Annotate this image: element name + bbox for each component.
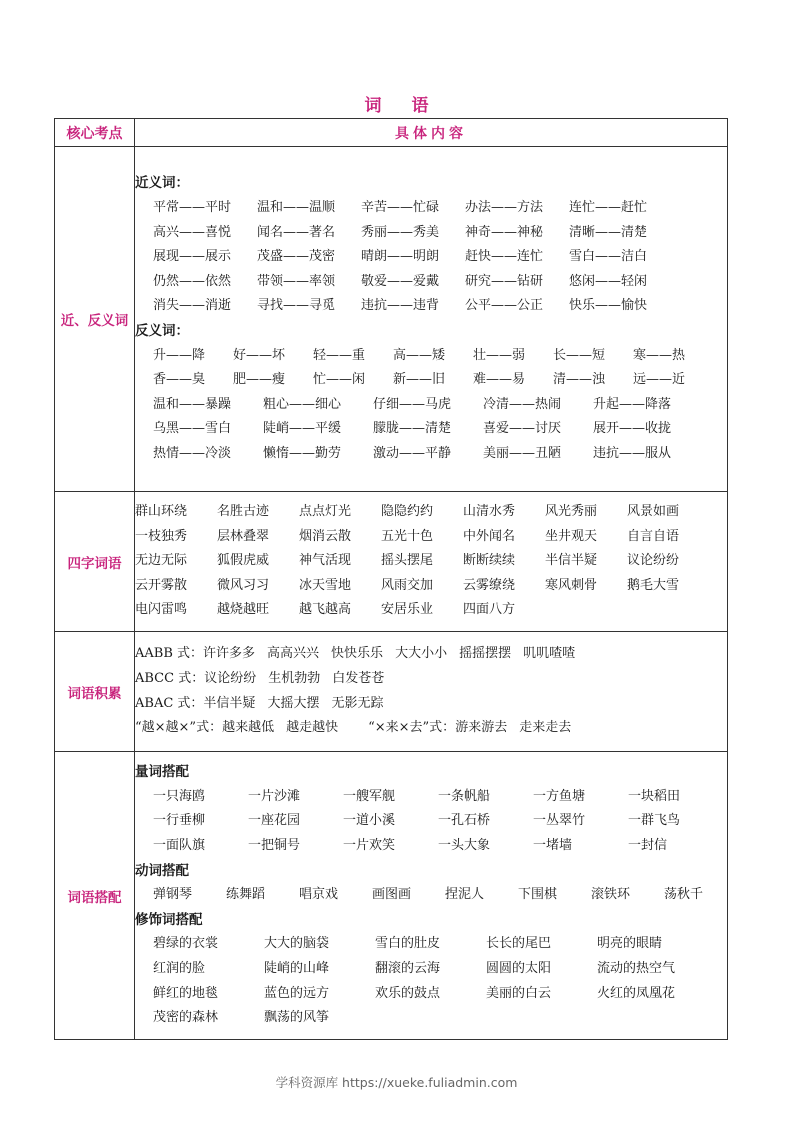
pattern-word: 大大小小	[395, 646, 448, 662]
mod-phrase: 美丽的白云	[486, 985, 552, 1001]
mod-phrase: 火红的凤凰花	[597, 985, 676, 1001]
mod-phrase: 欢乐的鼓点	[375, 985, 441, 1001]
mod-phrase-row	[135, 957, 727, 982]
quant-phrase: 一条帆船	[438, 788, 491, 804]
antonym-pair: 壮——弱	[473, 347, 526, 363]
mod-phrase: 蓝色的远方	[264, 985, 330, 1001]
four-char-word: 摇头摆尾	[381, 553, 434, 569]
row-accumulation	[55, 632, 728, 752]
antonym-pair: 朦胧——清楚	[373, 421, 452, 437]
four-char-word: 名胜古迹	[217, 504, 270, 520]
quant-phrase: 一块稻田	[628, 788, 681, 804]
pattern-word: 高高兴兴	[267, 646, 320, 662]
four-char-word: 风景如画	[627, 504, 680, 520]
antonyms-short-list	[135, 344, 727, 393]
four-char-word: 神气活现	[299, 553, 352, 569]
verb-phrase: 滚铁环	[591, 887, 631, 903]
verb-phrase: 画图画	[372, 887, 412, 903]
quant-phrase: 一道小溪	[343, 813, 396, 829]
antonym-pair: 激动——平静	[373, 445, 452, 461]
collocation-content	[135, 752, 728, 1040]
four-char-word: 断断续续	[463, 553, 516, 569]
synonym-pair: 研究——钻研	[465, 273, 544, 289]
row-collocation	[55, 752, 728, 1040]
mod-phrase-row	[135, 932, 727, 957]
four-char-word: 鹅毛大雪	[627, 577, 680, 593]
synonym-pair: 神奇——神秘	[465, 224, 544, 240]
synonym-pair: 赶快——连忙	[465, 249, 544, 265]
pattern-word: 越走越快	[286, 720, 339, 736]
row-four-char	[55, 492, 728, 632]
pattern-word: 越来越低	[222, 720, 275, 736]
quant-title: 量词搭配	[135, 764, 189, 781]
mod-list	[135, 932, 727, 1030]
verb-title: 动词搭配	[135, 862, 189, 879]
antonyms-long-list	[135, 393, 727, 467]
synonym-pair: 平常——平时	[153, 200, 232, 216]
quant-phrase: 一头大象	[438, 838, 491, 854]
antonym-pair: 远——近	[633, 372, 686, 388]
synonym-pair: 寻找——寻觅	[257, 298, 336, 314]
pattern-word: 半信半疑	[203, 695, 256, 711]
synonym-pair: 晴朗——明朗	[361, 249, 440, 265]
pattern-word: 游来游去	[455, 720, 508, 736]
mod-title: 修饰词搭配	[135, 911, 203, 928]
mod-phrase: 大大的脑袋	[264, 936, 330, 952]
four-char-word: 风光秀丽	[545, 504, 598, 520]
four-char-word: 寒风刺骨	[545, 577, 598, 593]
four-char-word: 山清水秀	[463, 504, 516, 520]
accumulation-row	[135, 716, 727, 741]
four-char-word: 狐假虎威	[217, 553, 270, 569]
pattern-word: 叽叽喳喳	[523, 646, 576, 662]
four-char-word: 冰天雪地	[299, 577, 352, 593]
pattern-word: 生机勃勃	[268, 670, 321, 686]
four-char-word: 烟消云散	[299, 528, 352, 544]
mod-phrase: 鲜红的地毯	[153, 985, 219, 1001]
synonym-pair: 雪白——洁白	[569, 249, 648, 265]
synonym-pair: 高兴——喜悦	[153, 224, 232, 240]
four-char-word: 坐井观天	[545, 528, 598, 544]
verb-phrase: 弹钢琴	[153, 887, 193, 903]
header-specific-content: 具体内容	[135, 119, 728, 147]
quant-phrase: 一座花园	[248, 813, 301, 829]
four-char-word: 风雨交加	[381, 577, 434, 593]
label-accumulation: 词语积累	[55, 632, 135, 752]
four-char-content	[135, 492, 728, 632]
pattern-word: 无影无踪	[331, 695, 384, 711]
antonym-pair: 长——短	[553, 347, 606, 363]
synonyms-antonyms-content	[135, 147, 728, 492]
four-char-word: 越飞越高	[299, 602, 352, 618]
label-synonyms-antonyms: 近、反义词	[55, 147, 135, 492]
synonym-pair: 仍然——依然	[153, 273, 232, 289]
accumulation-row	[135, 667, 727, 692]
label-four-char: 四字词语	[55, 492, 135, 632]
quant-phrase: 一群飞鸟	[628, 813, 681, 829]
header-core-points: 核心考点	[55, 119, 135, 147]
antonym-pair: 轻——重	[313, 347, 366, 363]
antonym-pair: 升起——降落	[593, 396, 672, 412]
four-char-word: 层林叠翠	[217, 528, 270, 544]
four-char-list	[135, 500, 727, 623]
mod-phrase: 明亮的眼睛	[597, 936, 663, 952]
quant-phrase-row	[135, 785, 727, 810]
antonym-pair: 展开——收拢	[593, 421, 672, 437]
quant-phrase: 一行垂柳	[153, 813, 206, 829]
synonym-pair: 连忙——赶忙	[569, 200, 648, 216]
antonym-pair: 喜爱——讨厌	[483, 421, 562, 437]
synonym-pair: 辛苦——忙碌	[361, 200, 440, 216]
four-char-word: 云开雾散	[135, 577, 188, 593]
four-char-word: 无边无际	[135, 553, 188, 569]
four-char-word: 半信半疑	[545, 553, 598, 569]
synonyms-list	[135, 196, 727, 319]
synonym-pair: 消失——消逝	[153, 298, 232, 314]
four-char-word: 点点灯光	[299, 504, 352, 520]
quant-phrase-row	[135, 834, 727, 859]
verb-phrase-row	[135, 883, 727, 908]
four-char-word: 隐隐约约	[381, 504, 434, 520]
four-char-word: 微风习习	[217, 577, 270, 593]
verb-phrase: 捏泥人	[445, 887, 485, 903]
antonym-pair-row	[135, 368, 727, 393]
antonym-pair: 肥——瘦	[233, 372, 286, 388]
synonym-pair-row	[135, 270, 727, 295]
mod-phrase: 红润的脸	[153, 960, 206, 976]
four-char-word: 群山环绕	[135, 504, 188, 520]
quant-phrase: 一面队旗	[153, 838, 206, 854]
accumulation-content	[135, 632, 728, 752]
antonym-pair: 美丽——丑陋	[483, 445, 562, 461]
accumulation-row	[135, 692, 727, 717]
page-title: 词 语	[364, 96, 441, 116]
pattern-label: ABCC 式：	[135, 670, 205, 686]
quant-phrase: 一封信	[628, 838, 668, 854]
quant-phrase: 一片欢笑	[343, 838, 396, 854]
four-char-word-row	[135, 549, 727, 574]
antonym-pair: 难——易	[473, 372, 526, 388]
synonym-pair: 快乐——愉快	[569, 298, 648, 314]
synonym-pair: 清晰——清楚	[569, 224, 648, 240]
quant-phrase: 一片沙滩	[248, 788, 301, 804]
mod-phrase: 雪白的肚皮	[375, 936, 441, 952]
synonym-pair-row	[135, 196, 727, 221]
synonym-pair: 秀丽——秀美	[361, 224, 440, 240]
label-collocation: 词语搭配	[55, 752, 135, 1040]
four-char-word-row	[135, 574, 727, 599]
mod-phrase-row	[135, 982, 727, 1007]
pattern-word: 大摇大摆	[267, 695, 320, 711]
antonym-pair: 粗心——细心	[263, 396, 342, 412]
verb-phrase: 唱京戏	[299, 887, 339, 903]
four-char-word: 自言自语	[627, 528, 680, 544]
antonyms-title: 反义词：	[135, 323, 189, 339]
four-char-word: 越烧越旺	[217, 602, 270, 618]
pattern-label: “×来×去”式：	[368, 720, 456, 736]
mod-phrase: 长长的尾巴	[486, 936, 552, 952]
antonym-pair: 忙——闲	[313, 372, 366, 388]
antonym-pair: 寒——热	[633, 347, 686, 363]
four-char-word-row	[135, 525, 727, 550]
quant-phrase-row	[135, 809, 727, 834]
antonym-pair: 仔细——马虎	[373, 396, 452, 412]
antonym-pair: 好——坏	[233, 347, 286, 363]
mod-phrase: 圆圆的太阳	[486, 960, 552, 976]
mod-phrase: 翻滚的云海	[375, 960, 441, 976]
mod-phrase: 飘荡的风筝	[264, 1010, 330, 1026]
quant-phrase: 一孔石桥	[438, 813, 491, 829]
four-char-word: 四面八方	[463, 602, 516, 618]
verb-phrase: 下围棋	[518, 887, 558, 903]
pattern-label: “越×越×”式：	[135, 720, 223, 736]
quant-phrase: 一把铜号	[248, 838, 301, 854]
antonym-pair-row	[135, 344, 727, 369]
antonym-pair-row	[135, 442, 727, 467]
synonym-pair-row	[135, 221, 727, 246]
synonym-pair: 违抗——违背	[361, 298, 440, 314]
four-char-word: 云雾缭绕	[463, 577, 516, 593]
synonym-pair: 办法——方法	[465, 200, 544, 216]
pattern-word: 议论纷纷	[204, 670, 257, 686]
pattern-word: 快快乐乐	[331, 646, 384, 662]
verb-phrase: 练舞蹈	[226, 887, 266, 903]
antonym-pair: 冷清——热闹	[483, 396, 562, 412]
four-char-word: 中外闻名	[463, 528, 516, 544]
antonym-pair: 温和——暴躁	[153, 396, 232, 412]
synonyms-title: 近义词：	[135, 175, 189, 192]
verb-phrase: 荡秋千	[664, 887, 704, 903]
antonym-pair: 乌黑——雪白	[153, 421, 232, 437]
accumulation-row	[135, 642, 727, 667]
quant-phrase: 一堵墙	[533, 838, 573, 854]
four-char-word-row	[135, 598, 727, 623]
quant-phrase: 一丛翠竹	[533, 813, 586, 829]
synonym-pair: 温和——温顺	[257, 200, 336, 216]
four-char-word: 五光十色	[381, 528, 434, 544]
pattern-word: 白发苍苍	[332, 670, 385, 686]
quant-phrase: 一只海鸥	[153, 788, 206, 804]
pattern-label: ABAC 式：	[135, 695, 204, 711]
content-table	[54, 118, 728, 1040]
mod-phrase-row	[135, 1006, 727, 1031]
four-char-word: 电闪雷鸣	[135, 602, 188, 618]
pattern-word: 走来走去	[519, 720, 572, 736]
synonym-pair: 公平——公正	[465, 298, 544, 314]
synonym-pair-row	[135, 245, 727, 270]
pattern-word: 摇摇摆摆	[459, 646, 512, 662]
synonym-pair: 敬爱——爱戴	[361, 273, 440, 289]
mod-phrase: 陡峭的山峰	[264, 960, 330, 976]
mod-phrase: 碧绿的衣裳	[153, 936, 219, 952]
quant-list	[135, 785, 727, 859]
antonym-pair: 热情——冷淡	[153, 445, 232, 461]
synonym-pair: 悠闲——轻闲	[569, 273, 648, 289]
mod-phrase: 茂密的森林	[153, 1010, 219, 1026]
antonym-pair-row	[135, 417, 727, 442]
quant-phrase: 一艘军舰	[343, 788, 396, 804]
antonym-pair: 违抗——服从	[593, 445, 672, 461]
synonym-pair-row	[135, 294, 727, 319]
antonym-pair: 升——降	[153, 347, 206, 363]
quant-phrase: 一方鱼塘	[533, 788, 586, 804]
synonym-pair: 茂盛——茂密	[257, 249, 336, 265]
antonym-pair: 懒惰——勤劳	[263, 445, 342, 461]
antonym-pair: 新——旧	[393, 372, 446, 388]
verb-list	[135, 883, 727, 908]
accumulation-list	[135, 642, 727, 740]
antonym-pair: 香——臭	[153, 372, 206, 388]
four-char-word: 安居乐业	[381, 602, 434, 618]
four-char-word: 一枝独秀	[135, 528, 188, 544]
synonym-pair: 展现——展示	[153, 249, 232, 265]
pattern-label: AABB 式：	[135, 646, 204, 662]
antonym-pair: 高——矮	[393, 347, 446, 363]
mod-phrase: 流动的热空气	[597, 960, 676, 976]
four-char-word-row	[135, 500, 727, 525]
antonym-pair: 清——浊	[553, 372, 606, 388]
synonym-pair: 带领——率领	[257, 273, 336, 289]
four-char-word: 议论纷纷	[627, 553, 680, 569]
antonym-pair: 陡峭——平缓	[263, 421, 342, 437]
row-synonyms-antonyms	[55, 147, 728, 492]
pattern-word: 许许多多	[203, 646, 256, 662]
table-header-row	[55, 119, 728, 147]
footer-source: 学科资源库 https://xueke.fuliadmin.com	[275, 1075, 518, 1090]
antonym-pair-row	[135, 393, 727, 418]
synonym-pair: 闻名——著名	[257, 224, 336, 240]
